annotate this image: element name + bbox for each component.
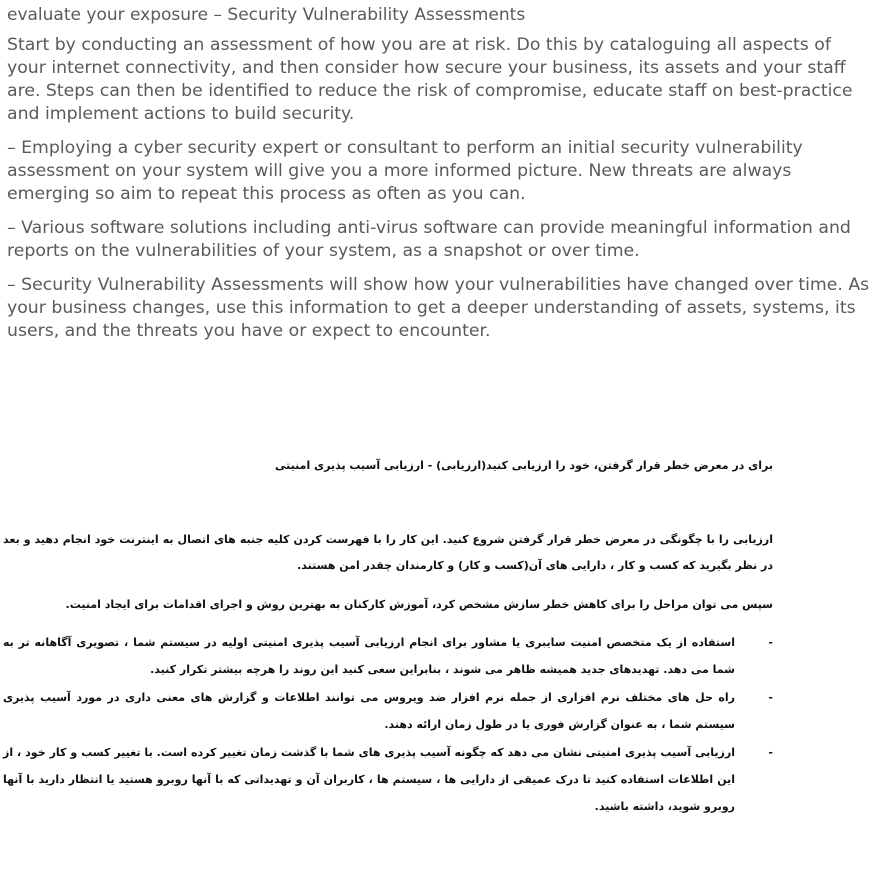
persian-bullet-list	[3, 629, 773, 821]
bullet-dash: -	[768, 691, 773, 704]
english-heading: evaluate your exposure – Security Vulnerability Assessments	[7, 5, 526, 25]
persian-list-item-text: ارزیابی آسیب پذیری امنیتی نشان می دهد که چگونه آسیب پذیری های شما با گذشت زمان تغییر کرده است. با تغییر کسب و کار خود ، از این اطلاعات استفاده کنید تا درک عمیقی از دارایی ها ، سیستم ها ، کاربران آن و تهدیداتی که با آنها روبرو هستید یا انتظار دارید با آنها روبرو شوید، داشته باشید.	[3, 746, 735, 813]
persian-list-item	[3, 629, 773, 683]
english-section	[7, 4, 875, 354]
english-paragraph-intro: Start by conducting an assessment of how you are at risk. Do this by cataloguing all aspects of your internet connectivity, and then consider how secure your business, its assets and your staff are. Steps can then be identified to reduce the risk of compromise, educate staff on best-practice and implement actions to build security.	[7, 35, 853, 124]
persian-list-item-text: راه حل های مختلف نرم افزاری از جمله نرم افزار ضد ویروس می توانند اطلاعات و گزارش های معنی داری در مورد آسیب پذیری سیستم شما ، به عنوان گزارش فوری یا در طول زمان ارائه دهند.	[3, 691, 735, 731]
persian-heading: برای در معرض خطر قرار گرفتن، خود را ارزیابی کنید(ارزیابی) - ارزیابی آسیب پذیری امنیتی	[275, 459, 773, 472]
persian-list-item	[3, 684, 773, 738]
english-paragraph-assessments: – Security Vulnerability Assessments will show how your vulnerabilities have changed over time. As your business changes, use this information to get a deeper understanding of assets, systems, its users, and the threats you have or expect to encounter.	[7, 275, 870, 341]
bullet-dash: -	[768, 746, 773, 759]
bullet-dash: -	[768, 636, 773, 649]
persian-paragraph-steps: سپس می توان مراحل را برای کاهش خطر سازش مشخص کرد، آموزش کارکنان به بهترین روش و اجرای اقدامات برای ایجاد امنیت.	[65, 598, 773, 611]
persian-list-item-text: استفاده از یک متخصص امنیت سایبری یا مشاور برای انجام ارزیابی آسیب پذیری امنیتی اولیه در سیستم شما ، تصویری آگاهانه تر به شما می دهد. تهدیدهای جدید همیشه ظاهر می شوند ، بنابراین سعی کنید این روند را هرچه بیشتر تکرار کنید.	[3, 636, 735, 676]
english-paragraph-software: – Various software solutions including anti-virus software can provide meaningful information and reports on the vulnerabilities of your system, as a snapshot or over time.	[7, 218, 851, 261]
persian-paragraph-intro: ارزیابی را با چگونگی در معرض خطر قرار گرفتن شروع کنید. این کار را با فهرست کردن کلیه جنبه های اتصال به اینترنت خود انجام دهید و بعد در نظر بگیرید که کسب و کار ، دارایی های آن(کسب و کار) و کارمندان چقدر امن هستند.	[3, 533, 773, 572]
persian-list-item	[3, 739, 773, 820]
english-paragraph-expert: – Employing a cyber security expert or consultant to perform an initial security vulnerability assessment on your system will give you a more informed picture. New threats are always emerging so aim to repeat this process as often as you can.	[7, 138, 803, 204]
